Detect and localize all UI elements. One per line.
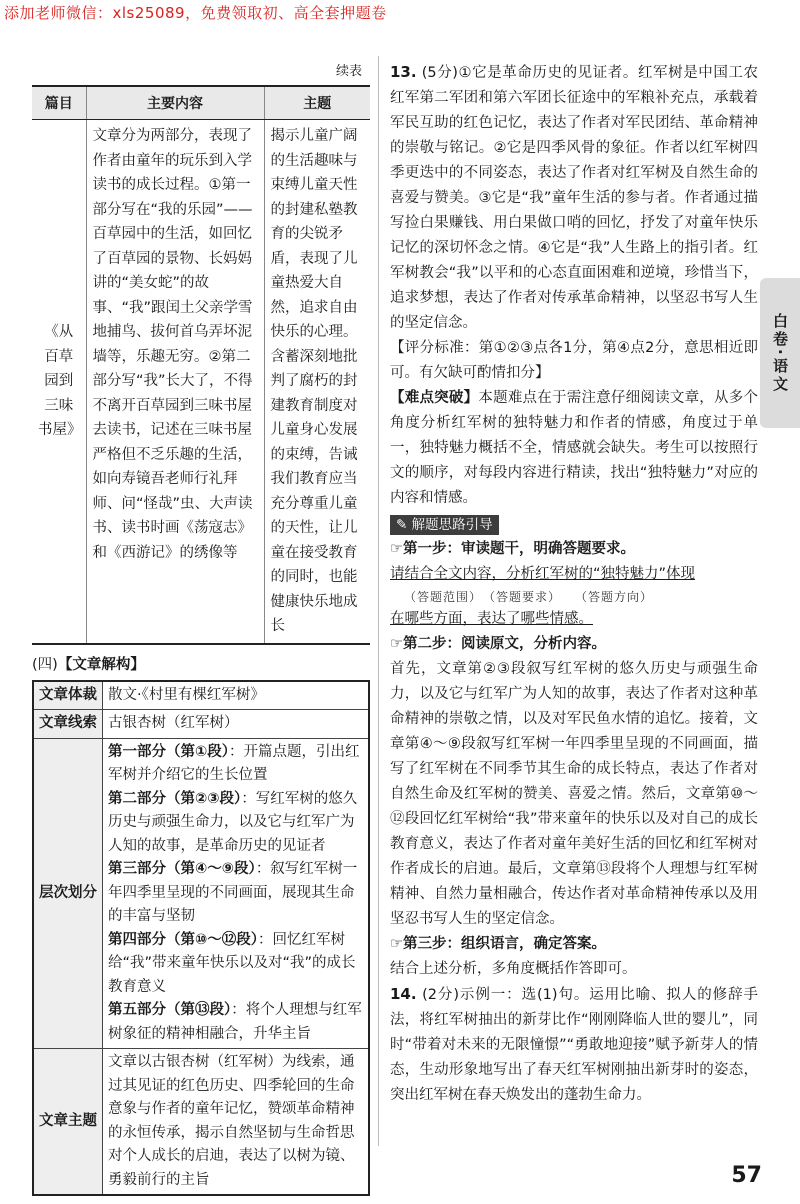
genre-label: 文章体裁 bbox=[33, 681, 103, 710]
header-theme: 主题 bbox=[264, 86, 370, 120]
step-1-tail: 在哪些方面，表达了哪些情感。 bbox=[390, 611, 593, 627]
step-1-text: 请结合全文内容，分析红军树的“独特魅力”体现 bbox=[390, 566, 696, 582]
work-theme: 揭示儿童广阔的生活趣味与束缚儿童天性的封建私塾教育的尖锐矛盾，表现了儿童热爱大自然，追求自由快乐的心理。含蓄深刻地批判了腐朽的封建教育制度对儿童身心发展的束缚，告诫我们教育应当充分尊重儿童的天性，让儿童在接受教育的同时，也能健康快乐地成长 bbox=[264, 120, 370, 644]
part-item: 第一部分（第①段）：开篇点题，引出红军树并介绍它的生长位置 bbox=[108, 743, 360, 783]
q14-number: 14. bbox=[390, 985, 417, 1003]
q13-criteria: 【评分标准：第①②③点各1分，第④点2分，意思相近即可。有欠缺可酌情扣分】 bbox=[390, 340, 758, 381]
column-divider bbox=[378, 56, 379, 1146]
work-title: 《从百草园到三味书屋》 bbox=[38, 324, 82, 438]
watermark: 添加老师微信：xls25089，免费领取初、高全套押题卷 bbox=[4, 4, 387, 22]
reading-table bbox=[32, 85, 370, 645]
header-title: 篇目 bbox=[32, 86, 86, 120]
step-2-text: 首先，文章第②③段叙写红军树的悠久历史与顽强生命力，以及它与红军广为人知的故事，表达了作者对这种革命精神的崇敬之情，以及对军民鱼水情的追忆。接着，文章第④～⑨段叙写红军树一年四季里呈现的不同画面，描写了红军树在不同季节其生命的成长特点，表达了作者对自然生命及红军树的赞美、喜爱之情。然后，文章第⑩～⑫段回忆红军树给“我”带来童年的快乐以及对自己的成长教育意义，表达了作者对童年美好生活的回忆和红军树对作者成长的启迪。最后，文章第⑬段将个人理想与红军树精神、自然力量相融合，传达作者对革命精神传承以及用坚忍书写人生的坚定信念。 bbox=[390, 661, 758, 927]
parts-label: 层次划分 bbox=[33, 738, 103, 1049]
part-item: 第五部分（第⑬段）：将个人理想与红军树象征的精神相融合，升华主旨 bbox=[108, 1002, 362, 1042]
q13-score: (5分) bbox=[421, 65, 458, 81]
q13-answer bbox=[390, 60, 758, 336]
difficulty-label: 【难点突破】 bbox=[390, 390, 479, 406]
step-1-annotations: （答题范围） （答题要求） （答题方向） bbox=[404, 590, 654, 604]
work-content: 文章分为两部分，表现了作者由童年的玩乐到入学读书的成长过程。①第一部分写在“我的乐园”——百草园中的生活，如回忆了百草园的景物、长妈妈讲的“美女蛇”的故事、“我”跟闰土父亲学雪地捕鸟、拔何首乌弄坏泥墙等，乐趣无穷。②第二部分写“我”长大了，不得不离开百草园到三味书屋去读书，记述在三味书屋严格但不乏乐趣的生活，如向寿镜吾老师行礼拜师、问“怪哉”虫、大声读书、读书时画《荡寇志》和《西游记》的绣像等 bbox=[86, 120, 264, 644]
section-heading bbox=[32, 653, 370, 674]
clue-label: 文章线索 bbox=[33, 710, 103, 739]
q14-score: (2分) bbox=[422, 987, 459, 1003]
continued-label: 续表 bbox=[335, 64, 362, 79]
q14-answer bbox=[390, 982, 758, 1108]
theme-label: 文章主题 bbox=[33, 1049, 103, 1196]
part-item: 第三部分（第④～⑨段）：叙写红军树一年四季里呈现的不同画面，展现其生命的丰富与坚韧 bbox=[108, 861, 358, 924]
section-number: (四) bbox=[32, 656, 58, 673]
header-content: 主要内容 bbox=[86, 86, 264, 120]
part-item: 第二部分（第②③段）：写红军树的悠久历史与顽强生命力，以及它与红军广为人知的故事，是革命历史的见证者 bbox=[108, 790, 358, 854]
left-column bbox=[32, 60, 370, 1196]
step-3-text: 结合上述分析，多角度概括作答即可。 bbox=[390, 961, 637, 977]
q14-answer-text: 示例一：选(1)句。运用比喻、拟人的修辞手法，将红军树抽出的新芽比作“刚刚降临人世的婴儿”，同时“带着对未来的无限憧憬”“勇敢地迎接”赋予新芽人的情态，生动形象地写出了春天红军树刚抽出新芽时的姿态，突出红军树在春天焕发出的蓬勃生命力。 bbox=[390, 987, 758, 1103]
q13-difficulty bbox=[390, 386, 758, 511]
clue-value: 古银杏树（红军树） bbox=[103, 710, 370, 739]
section-label: 【文章解构】 bbox=[57, 656, 145, 673]
q13-number: 13. bbox=[390, 63, 417, 81]
parts-list bbox=[103, 738, 370, 1049]
genre-value: 散文·《村里有棵红军树》 bbox=[103, 681, 370, 710]
page-number: 57 bbox=[731, 1163, 762, 1188]
theme-value: 文章以古银杏树（红军树）为线索，通过其见证的红色历史、四季轮回的生命意象与作者的童年记忆，赞颂革命精神的永恒传承，揭示自然坚韧与生命哲思对个人成长的启迪，表达了以树为镜、勇毅前行的主旨 bbox=[103, 1049, 370, 1196]
structure-table bbox=[32, 680, 370, 1197]
step-2-heading: ☞第二步：阅读原文，分析内容。 bbox=[390, 636, 606, 652]
subject-side-tab: 白卷·语文 bbox=[760, 278, 800, 428]
difficulty-text: 本题难点在于需注意仔细阅读文章，从多个角度分析红军树的独特魅力和作者的情感，角度过于单一，独特魅力概括不全，情感就会缺失。考生可以按照行文的顺序，对每段内容进行精读，找出“独特魅力”对应的内容和情感。 bbox=[390, 390, 758, 506]
right-column bbox=[390, 60, 758, 1108]
guide-heading: ✎ 解题思路引导 bbox=[390, 515, 499, 535]
q13-answer-text: ①它是革命历史的见证者。红军树是中国工农红军第二军团和第六军团长征途中的军粮补充点，承载着军民互助的红色记忆，表达了作者对军民团结、革命精神的崇敬与铭记。②它是四季风骨的象征。作者以红军树四季更迭中的不同姿态，表达了作者对红军树及自然生命的喜爱与赞美。③它是“我”童年生活的参与者。作者通过描写捡白果赚钱、用白果做口哨的回忆，抒发了对童年快乐记忆的深切怀念之情。④它是“我”人生路上的指引者。红军树教会“我”以平和的心态直面困难和逆境，珍惜当下，追求梦想，表达了作者对传承革命精神，以坚忍书写人生的坚定信念。 bbox=[390, 65, 759, 331]
part-item: 第四部分（第⑩～⑫段）：回忆红军树给“我”带来童年快乐以及对“我”的成长教育意义 bbox=[108, 931, 356, 995]
step-3-heading: ☞第三步：组织语言，确定答案。 bbox=[390, 936, 606, 952]
step-1-heading: ☞第一步：审读题干，明确答题要求。 bbox=[390, 541, 635, 557]
